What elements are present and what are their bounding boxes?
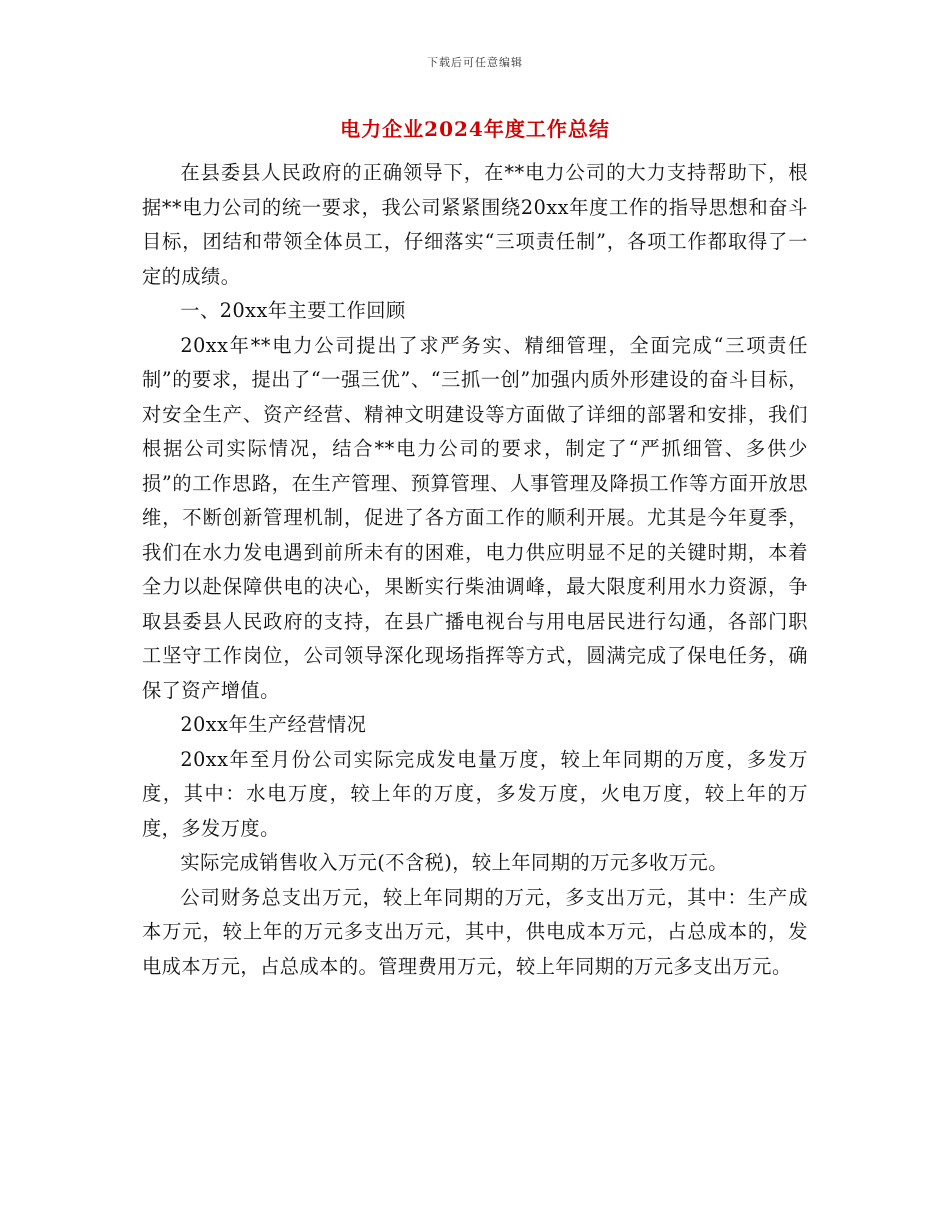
- document-body: [142, 156, 808, 984]
- paragraph-generation: 20xx年至月份公司实际完成发电量万度，较上年同期的万度，多发万度，其中：水电万度，较上年的万度，多发万度，火电万度，较上年的万度，多发万度。: [142, 747, 808, 840]
- paragraph-sales: 实际完成销售收入万元(不含税)，较上年同期的万元多收万元。: [180, 851, 728, 874]
- document-title: 电力企业2024年度工作总结: [340, 117, 610, 141]
- paragraph-intro: 在县委县人民政府的正确领导下，在**电力公司的大力支持帮助下，根据**电力公司的统一要求，我公司紧紧围绕20xx年度工作的指导思想和奋斗目标，团结和带领全体员工，仔细落实“三项责任制”，各项工作都取得了一定的成绩。: [142, 161, 808, 288]
- paragraph-expenses: 公司财务总支出万元，较上年同期的万元，多支出万元，其中：生产成本万元，较上年的万元多支出万元，其中，供电成本万元，占总成本的，发电成本万元，占总成本的。管理费用万元，较上年同期的万元多支出万元。: [142, 885, 808, 978]
- paragraph-review: 20xx年**电力公司提出了求严务实、精细管理，全面完成“三项责任制”的要求，提出了“一强三优”、“三抓一创”加强内质外形建设的奋斗目标，对安全生产、资产经营、精神文明建设等方面做了详细的部署和安排，我们根据公司实际情况，结合**电力公司的要求，制定了“严抓细管、多供少损”的工作思路，在生产管理、预算管理、人事管理及降损工作等方面开放思维，不断创新管理机制，促进了各方面工作的顺利开展。尤其是今年夏季，我们在水力发电遇到前所未有的困难，电力供应明显不足的关键时期，本着全力以赴保障供电的决心，果断实行柴油调峰，最大限度利用水力资源，争取县委县人民政府的支持，在县广播电视台与用电居民进行勾通，各部门职工坚守工作岗位，公司领导深化现场指挥等方式，圆满完成了保电任务，确保了资产增值。: [142, 333, 808, 702]
- section-heading-review: 一、20xx年主要工作回顾: [180, 299, 406, 322]
- header-note: 下载后可任意编辑: [427, 56, 523, 69]
- section-heading-production: 20xx年生产经营情况: [180, 713, 367, 736]
